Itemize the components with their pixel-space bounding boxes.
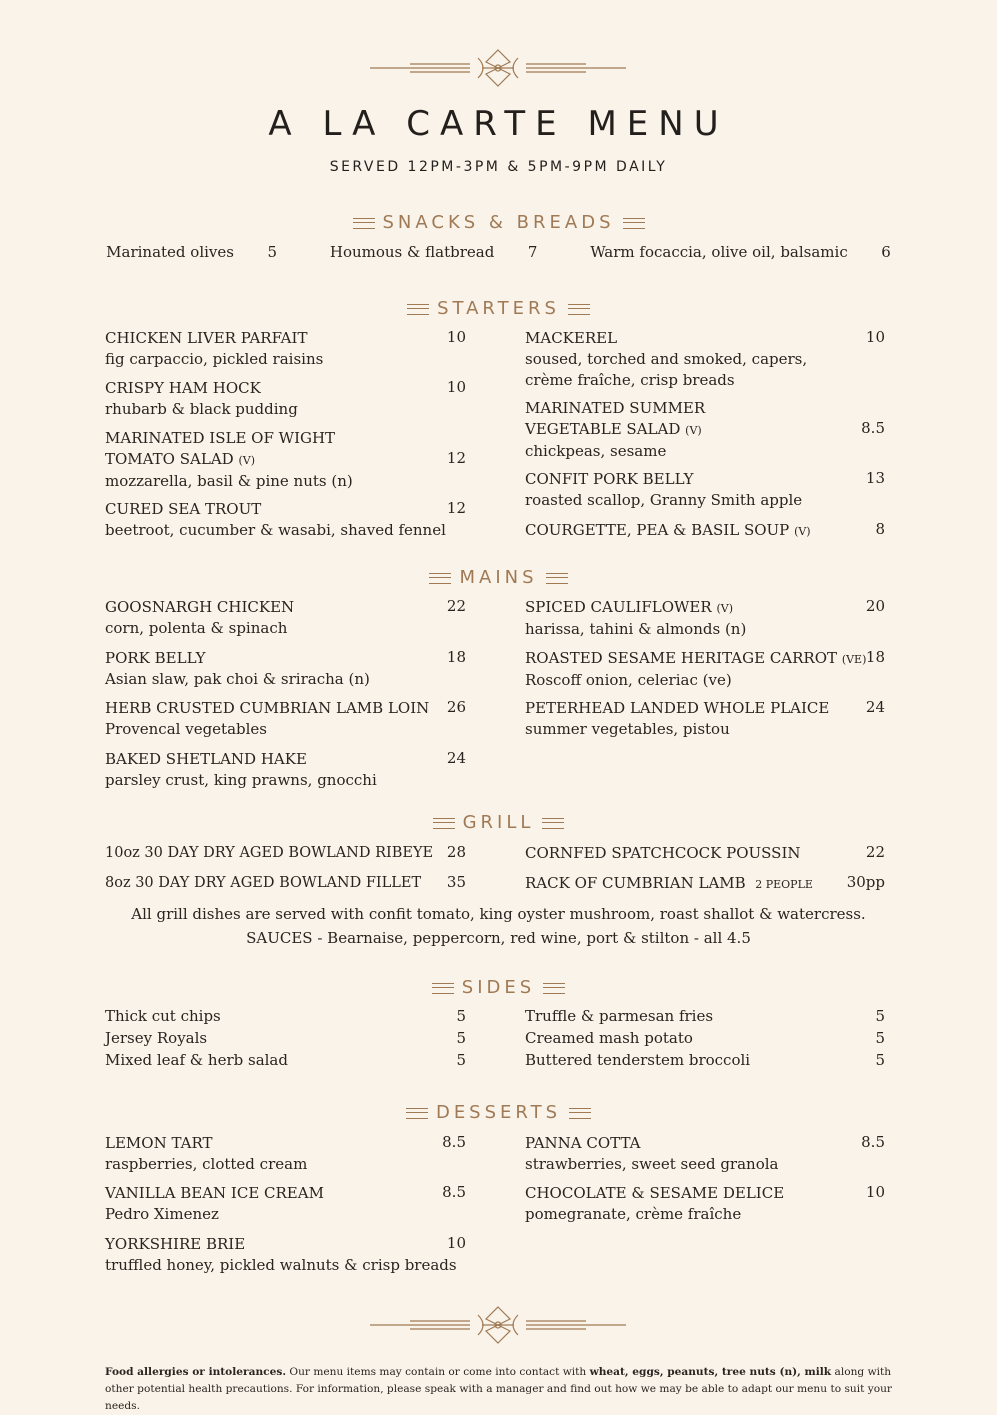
item-price: 24 <box>865 698 885 716</box>
item-price: 5 <box>875 1051 885 1069</box>
page-title: A LA CARTE MENU <box>268 104 729 144</box>
section-heading-grill: GRILL <box>0 812 997 833</box>
item-price: 12 <box>446 499 466 517</box>
sauces-note: SAUCES - Bearnaise, peppercorn, red wine, port & stilton - all 4.5 <box>246 929 751 947</box>
item-price: 22 <box>865 843 885 861</box>
item-price: 5 <box>456 1029 466 1047</box>
item-price: 12 <box>446 449 466 467</box>
side-item: Creamed mash potato <box>525 1029 693 1047</box>
item-price: 24 <box>446 749 466 767</box>
menu-item: MACKEREL soused, torched and smoked, capers, crème fraîche, crisp breads <box>525 329 808 389</box>
divider-icon <box>406 1108 428 1119</box>
divider-icon <box>353 218 375 229</box>
item-price: 8.5 <box>442 1133 466 1151</box>
item-price: 5 <box>875 1029 885 1047</box>
item-price: 10 <box>446 328 466 346</box>
divider-icon <box>569 1108 591 1119</box>
menu-item: GOOSNARGH CHICKEN corn, polenta & spinach <box>105 598 295 637</box>
divider-icon <box>623 218 645 229</box>
side-item: Truffle & parmesan fries <box>525 1007 714 1025</box>
item-price: 35 <box>446 873 466 891</box>
menu-item: LEMON TART raspberries, clotted cream <box>105 1134 308 1173</box>
service-hours: SERVED 12PM-3PM & 5PM-9PM DAILY <box>329 159 668 175</box>
menu-item: BAKED SHETLAND HAKE parsley crust, king prawns, gnocchi <box>105 750 377 789</box>
item-price: 5 <box>456 1051 466 1069</box>
item-price: 18 <box>865 648 885 666</box>
snack-item: Houmous & flatbread 7 <box>329 243 538 261</box>
item-price: 30pp <box>846 873 885 891</box>
menu-item: CORNFED SPATCHCOCK POUSSIN <box>525 844 801 862</box>
menu-item: VANILLA BEAN ICE CREAM Pedro Ximenez <box>105 1184 324 1223</box>
side-item: Buttered tenderstem broccoli <box>525 1051 751 1069</box>
menu-item: RACK OF CUMBRIAN LAMB 2 PEOPLE <box>525 874 813 892</box>
divider-icon <box>433 818 455 829</box>
item-price: 22 <box>446 597 466 615</box>
snack-item: Marinated olives 5 <box>106 243 278 261</box>
divider-icon <box>568 304 590 315</box>
section-heading-sides: SIDES <box>0 977 997 998</box>
item-price: 8.5 <box>442 1183 466 1201</box>
ornament-bottom-icon <box>370 1305 626 1345</box>
menu-item: MARINATED SUMMER VEGETABLE SALAD (V) chickpeas, sesame <box>525 399 706 460</box>
menu-item: PANNA COTTA strawberries, sweet seed granola <box>525 1134 779 1173</box>
divider-icon <box>432 983 454 994</box>
divider-icon <box>542 818 564 829</box>
item-price: 26 <box>446 698 466 716</box>
menu-item: CRISPY HAM HOCK rhubarb & black pudding <box>105 379 298 418</box>
menu-item: MARINATED ISLE OF WIGHT TOMATO SALAD (V) mozzarella, basil & pine nuts (n) <box>105 429 353 490</box>
menu-item: COURGETTE, PEA & BASIL SOUP (V) <box>525 521 811 539</box>
menu-item: SPICED CAULIFLOWER (V) harissa, tahini & almonds (n) <box>525 598 747 638</box>
menu-item: CONFIT PORK BELLY roasted scallop, Granny Smith apple <box>525 470 803 509</box>
menu-item: CURED SEA TROUT beetroot, cucumber & wasabi, shaved fennel <box>105 500 446 539</box>
divider-icon <box>429 573 451 584</box>
item-price: 5 <box>875 1007 885 1025</box>
item-price: 10 <box>865 1183 885 1201</box>
item-price: 18 <box>446 648 466 666</box>
section-heading-snacks: SNACKS & BREADS <box>0 212 997 233</box>
section-heading-desserts: DESSERTS <box>0 1102 997 1123</box>
section-heading-starters: STARTERS <box>0 298 997 319</box>
ornament-top-icon <box>370 48 626 88</box>
divider-icon <box>407 304 429 315</box>
grill-note: All grill dishes are served with confit tomato, king oyster mushroom, roast shallot & watercress. <box>131 905 866 923</box>
item-price: 10 <box>446 1234 466 1252</box>
allergy-notice: Food allergies or intolerances. Our menu items may contain or come into contact with wheat, eggs, peanuts, tree nuts (n), milk along with other potential health precautions. For information, please speak with a manager and find out how we may be able to adapt our menu to suit your needs. <box>105 1366 892 1412</box>
menu-item: 8oz 30 DAY DRY AGED BOWLAND FILLET <box>105 875 422 891</box>
snack-item: Warm focaccia, olive oil, balsamic 6 <box>590 243 891 261</box>
side-item: Jersey Royals <box>105 1029 208 1047</box>
menu-item: YORKSHIRE BRIE truffled honey, pickled walnuts & crisp breads <box>105 1235 457 1274</box>
item-price: 10 <box>865 328 885 346</box>
menu-item: 10oz 30 DAY DRY AGED BOWLAND RIBEYE <box>105 845 434 861</box>
menu-item: PORK BELLY Asian slaw, pak choi & sriracha (n) <box>105 649 370 688</box>
menu-item: CHICKEN LIVER PARFAIT fig carpaccio, pickled raisins <box>105 329 324 368</box>
item-price: 8 <box>875 520 885 538</box>
menu-item: ROASTED SESAME HERITAGE CARROT (VE) Roscoff onion, celeriac (ve) <box>525 649 867 689</box>
item-price: 13 <box>865 469 885 487</box>
item-price: 8.5 <box>861 419 885 437</box>
divider-icon <box>543 983 565 994</box>
side-item: Thick cut chips <box>105 1007 221 1025</box>
section-heading-mains: MAINS <box>0 567 997 588</box>
side-item: Mixed leaf & herb salad <box>105 1051 288 1069</box>
item-price: 8.5 <box>861 1133 885 1151</box>
menu-item: PETERHEAD LANDED WHOLE PLAICE summer vegetables, pistou <box>525 699 830 738</box>
item-price: 28 <box>446 843 466 861</box>
item-price: 5 <box>456 1007 466 1025</box>
item-price: 20 <box>865 597 885 615</box>
snacks-row <box>0 243 997 261</box>
menu-item: CHOCOLATE & SESAME DELICE pomegranate, crème fraîche <box>525 1184 785 1223</box>
menu-item: HERB CRUSTED CUMBRIAN LAMB LOIN Provencal vegetables <box>105 699 430 738</box>
divider-icon <box>546 573 568 584</box>
item-price: 10 <box>446 378 466 396</box>
